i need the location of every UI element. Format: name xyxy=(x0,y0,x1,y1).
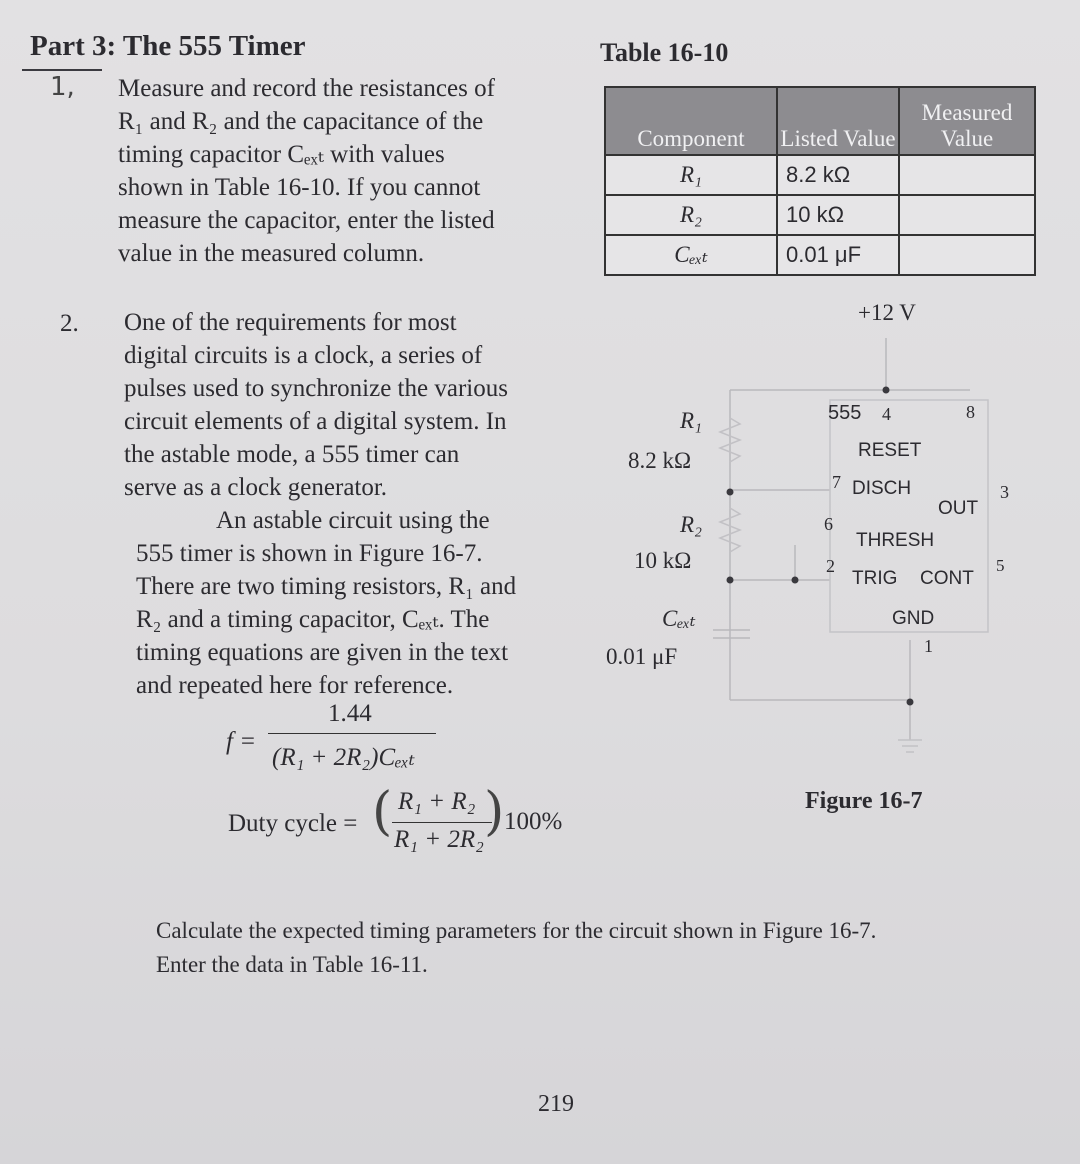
ground-icon xyxy=(898,740,922,752)
cell-measured-input[interactable] xyxy=(899,155,1035,195)
circuit-diagram-555 xyxy=(590,300,1030,770)
step2-line: digital circuits is a clock, a series of xyxy=(124,342,483,369)
cont-label: CONT xyxy=(920,568,974,589)
part-title: Part 3: The 555 Timer xyxy=(30,30,306,62)
pin-4-label: 4 xyxy=(882,404,891,424)
step2-line: and repeated here for reference. xyxy=(136,672,454,699)
r1-label: R₁ xyxy=(680,408,703,433)
reset-label: RESET xyxy=(858,440,922,461)
cell-component: Cₑₓₜ xyxy=(605,235,777,275)
r1-value: 8.2 kΩ xyxy=(628,448,692,473)
step1-line: Measure and record the resistances of xyxy=(118,75,495,102)
freq-fraction-bar xyxy=(268,733,436,734)
instruction-line: Calculate the expected timing parameters for the circuit shown in Figure 16-7. xyxy=(156,918,877,943)
step1-paragraph xyxy=(118,72,568,270)
pin-6-label: 6 xyxy=(824,514,833,534)
duty-fraction-bar xyxy=(392,822,492,823)
step2-paragraph xyxy=(124,306,574,504)
step2-line: One of the requirements for most xyxy=(124,309,457,336)
pin-7-label: 7 xyxy=(832,472,841,492)
step2-number: 2. xyxy=(60,310,79,337)
header-component: Component xyxy=(605,87,777,155)
step1-line: R₁ and R₂ and the capacitance of the xyxy=(118,108,484,135)
table-16-10-title: Table 16-10 xyxy=(600,38,729,67)
cell-component: R₂ xyxy=(605,195,777,235)
cell-measured-input[interactable] xyxy=(899,235,1035,275)
step2-line: There are two timing resistors, R₁ and xyxy=(136,573,517,600)
trig-label: TRIG xyxy=(852,568,898,589)
freq-lhs: f = xyxy=(226,728,257,755)
step1-line: shown in Table 16-10. If you cannot xyxy=(118,174,481,201)
ic-name: 555 xyxy=(828,402,862,424)
step2-line: 555 timer is shown in Figure 16-7. xyxy=(136,540,483,567)
supply-voltage-label: +12 V xyxy=(858,300,916,325)
table-row xyxy=(605,235,1035,275)
gnd-label: GND xyxy=(892,608,935,629)
cap-value: 0.01 μF xyxy=(606,644,678,669)
figure-caption: Figure 16-7 xyxy=(805,788,923,814)
duty-suffix: 100% xyxy=(504,808,563,835)
table-row xyxy=(605,195,1035,235)
freq-denominator: (R₁ + 2R₂)Cₑₓₜ xyxy=(272,744,415,771)
duty-numerator: R₁ + R₂ xyxy=(398,788,476,815)
cell-measured-input[interactable] xyxy=(899,195,1035,235)
instruction-line: Enter the data in Table 16-11. xyxy=(156,952,428,977)
cell-listed: 8.2 kΩ xyxy=(777,155,899,195)
header-listed-value: Listed Value xyxy=(777,87,899,155)
disch-label: DISCH xyxy=(852,478,912,499)
title-underline-mark xyxy=(22,69,102,71)
cell-component: R₁ xyxy=(605,155,777,195)
cap-label: Cₑₓₜ xyxy=(662,606,696,631)
step2-line: circuit elements of a digital system. In xyxy=(124,408,507,435)
r2-label: R₂ xyxy=(680,512,703,537)
pin-2-label: 2 xyxy=(826,556,835,576)
step2-line: timing equations are given in the text xyxy=(136,639,509,666)
step2-line: the astable mode, a 555 timer can xyxy=(124,441,460,468)
step1-line: measure the capacitor, enter the listed xyxy=(118,207,495,234)
pin-1-label: 1 xyxy=(924,636,933,656)
step1-line: timing capacitor Cₑₓₜ with values xyxy=(118,141,445,168)
table-header-row xyxy=(605,87,1035,155)
step2-line: serve as a clock generator. xyxy=(124,474,388,501)
step1-check-mark: 1, xyxy=(50,72,75,102)
thresh-label: THRESH xyxy=(856,530,935,551)
table-row xyxy=(605,155,1035,195)
duty-lhs: Duty cycle = xyxy=(228,810,358,837)
pin-8-label: 8 xyxy=(966,402,975,422)
step2-line: An astable circuit using the xyxy=(216,507,490,534)
header-measured-value: Measured Value xyxy=(899,87,1035,155)
duty-right-paren: ) xyxy=(484,782,505,842)
step2-paragraph-2 xyxy=(136,504,576,702)
step1-line: value in the measured column. xyxy=(118,240,425,267)
step2-line: pulses used to synchronize the various xyxy=(124,375,508,402)
duty-left-paren: ( xyxy=(372,782,393,842)
duty-denominator: R₁ + 2R₂ xyxy=(394,826,484,853)
page-number: 219 xyxy=(538,1091,574,1117)
pin-3-label: 3 xyxy=(1000,482,1009,502)
freq-numerator: 1.44 xyxy=(328,700,372,727)
r2-value: 10 kΩ xyxy=(634,548,692,573)
step2-line: R₂ and a timing capacitor, Cₑₓₜ. The xyxy=(136,606,490,633)
instruction-paragraph xyxy=(156,914,1016,982)
out-label: OUT xyxy=(938,498,979,519)
cell-listed: 10 kΩ xyxy=(777,195,899,235)
pin-5-label: 5 xyxy=(996,556,1005,575)
table-16-10 xyxy=(604,86,1036,276)
cell-listed: 0.01 μF xyxy=(777,235,899,275)
